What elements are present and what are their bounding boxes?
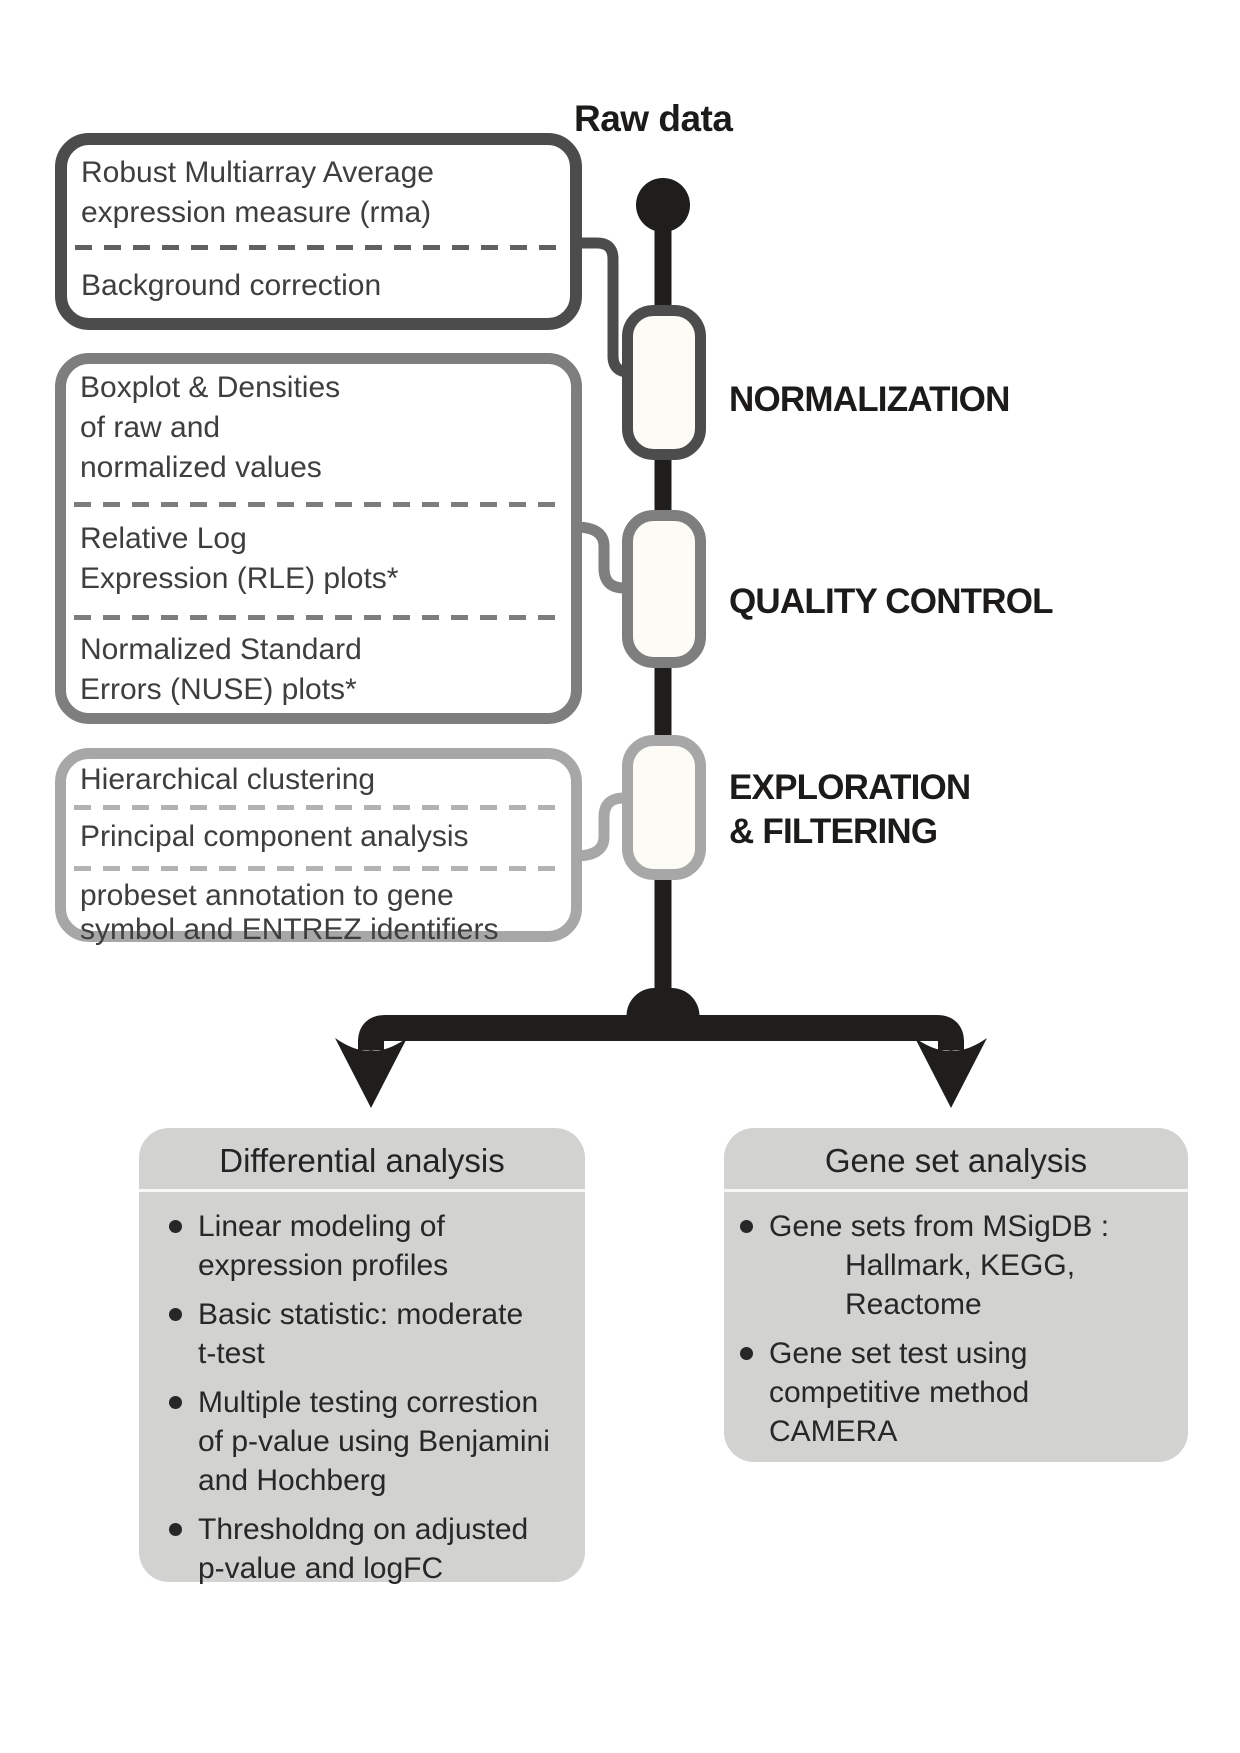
node-quality-control: [628, 516, 701, 663]
box-section: [66, 507, 571, 599]
junction-fillet-right: [672, 988, 700, 1016]
stage-label-quality-control: [729, 580, 1053, 624]
stage-box-normalization: [55, 133, 582, 330]
stage-label-line: EXPLORATION: [729, 768, 971, 807]
bullet-item: [740, 1207, 1180, 1324]
bullet-item: [169, 1383, 577, 1500]
stage-label-exploration-filtering: [729, 766, 970, 854]
stage-box-quality-control: [55, 353, 582, 724]
stage-label-line: QUALITY CONTROL: [729, 582, 1053, 621]
stage-label-line: & FILTERING: [729, 812, 938, 851]
bullet-text: Multiple testing correstion of p-value using Benjamini and Hochberg: [198, 1386, 550, 1497]
junction-fillet-left: [627, 988, 655, 1016]
box-text-line: of raw and: [80, 411, 221, 444]
box-text-line: expression measure (rma): [81, 196, 432, 229]
bullet-item: [169, 1510, 577, 1588]
branch-box-differential-analysis: [139, 1128, 585, 1585]
bullet-list: [724, 1192, 1188, 1451]
box-text-line: symbol and ENTREZ identifiers: [80, 913, 499, 946]
branch-box-gene-set-analysis: [724, 1128, 1188, 1462]
raw-data-start-node: [636, 178, 690, 232]
bullet-dot-icon: [169, 1396, 182, 1409]
bullet-dot-icon: [169, 1308, 182, 1321]
bullet-dot-icon: [169, 1220, 182, 1233]
bullet-dot-icon: [740, 1220, 753, 1233]
bullet-text: Linear modeling of expression profiles: [198, 1210, 449, 1282]
stage-box-exploration: [55, 748, 582, 946]
branch-box-title: Gene set analysis: [724, 1128, 1188, 1192]
box-text-line: Background correction: [81, 269, 382, 302]
box-text-line: normalized values: [80, 451, 322, 484]
bullet-item: [740, 1334, 1180, 1451]
bullet-text: Gene sets from MSigDB : Hallmark, KEGG, Reactome: [769, 1210, 1110, 1321]
box-text-line: Expression (RLE) plots*: [80, 562, 399, 595]
box-section: [66, 871, 571, 947]
branch-box-title: Differential analysis: [139, 1128, 585, 1192]
node-normalization: [628, 311, 701, 455]
box-section: [66, 364, 571, 488]
box-section: [66, 759, 571, 797]
box-text-line: Robust Multiarray Average: [81, 156, 434, 189]
box-section: [67, 145, 570, 233]
box-text-line: Boxplot & Densities: [80, 371, 341, 404]
bullet-dot-icon: [740, 1347, 753, 1360]
raw-data-label: Raw data: [574, 98, 733, 139]
bullet-text: Thresholdng on adjusted p-value and logFC: [198, 1513, 529, 1585]
bullet-text: Gene set test using competitive method CAMERA: [769, 1337, 1030, 1448]
box-text-line: probeset annotation to gene: [80, 879, 454, 912]
box-section: [66, 620, 571, 710]
box-text-line: Hierarchical clustering: [80, 763, 376, 796]
box-text-line: Relative Log: [80, 522, 247, 555]
box-section: [67, 250, 570, 306]
bullet-list: [139, 1192, 585, 1588]
box-text-line: Normalized Standard: [80, 633, 362, 666]
branch-bar: [371, 1028, 951, 1050]
stage-label-normalization: [729, 378, 1010, 422]
box-text-line: Principal component analysis: [80, 820, 469, 853]
bullet-dot-icon: [169, 1523, 182, 1536]
box-section: [66, 810, 571, 854]
bullet-text: Basic statistic: moderate t-test: [198, 1298, 524, 1370]
stage-label-line: NORMALIZATION: [729, 380, 1010, 419]
box-text-line: Errors (NUSE) plots*: [80, 673, 357, 706]
bullet-item: [169, 1295, 577, 1373]
node-exploration: [628, 741, 701, 875]
bullet-item: [169, 1207, 577, 1285]
